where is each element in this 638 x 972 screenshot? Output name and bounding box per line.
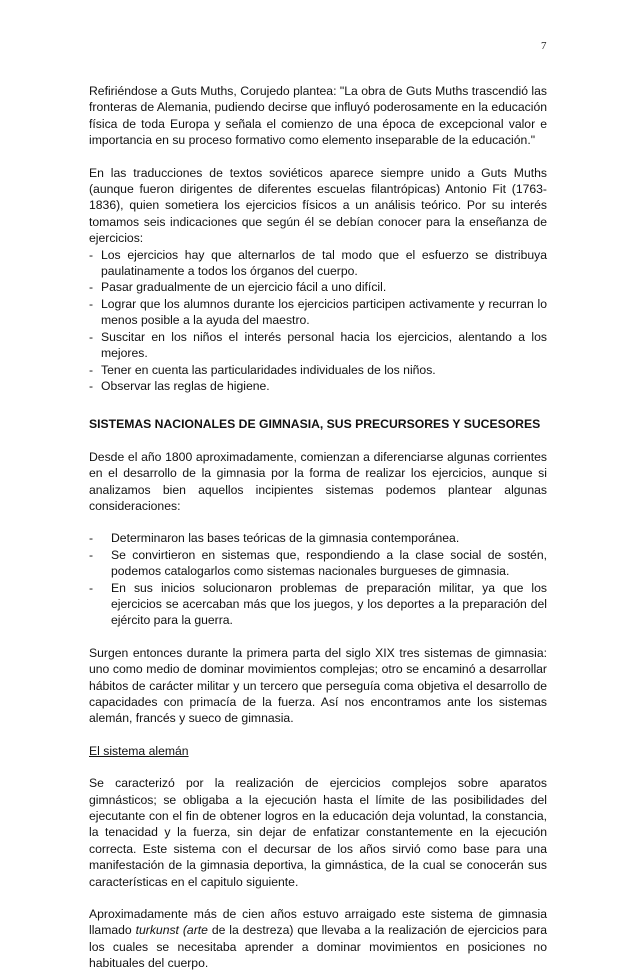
paragraph-corujedo-quote: Refiriéndose a Guts Muths, Corujedo plantea: "La obra de Guts Muths trascendió las fronteras de Alemania, pudiendo decirse que influyó poderosamente en la educación física de toda Europa y señala el comienzo de una época de excepcional valor e importancia en su proceso formativo como elemento inseparable de la educación." bbox=[89, 84, 547, 148]
list-item: - En sus inicios solucionaron problemas de preparación militar, ya que los ejercicios se acercaban más que los juegos, y los deportes a la preparación del ejército para la guerra. bbox=[89, 580, 547, 629]
paragraph-tres-sistemas: Surgen entonces durante la primera parta del siglo XIX tres sistemas de gimnasia: uno como medio de dominar movimientos complejas; otro se encaminó a desarrollar hábitos de carácter militar y un tercero que perseguía coma objetiva el desarrollo de capacidades con primacía de la fuerza. Así nos encontramos ante los sistemas alemán, francés y sueco de gimnasia. bbox=[89, 645, 547, 726]
text-run: Aproximadamente más de cien años estuvo arraigado este sistema de gimnasia llamado bbox=[89, 907, 547, 938]
list-item: - Pasar gradualmente de un ejercicio fácil a uno difícil. bbox=[89, 279, 547, 295]
paragraph-turkunst bbox=[89, 906, 547, 972]
page-number: 7 bbox=[541, 40, 547, 52]
text-run: de la destreza) que llevaba a la realización de ejercicios para los cuales se necesitaba aprender a dominar movimientos en posiciones no habituales del cuerpo. bbox=[89, 923, 547, 971]
list-item: - Determinaron las bases teóricas de la gimnasia contemporánea. bbox=[89, 530, 547, 546]
indications-list bbox=[89, 247, 547, 395]
paragraph-desde-1800: Desde el año 1800 aproximadamente, comienzan a diferenciarse algunas corrientes en el desarrollo de la gimnasia por la forma de realizar los ejercicios, aunque si analizamos bien aquellos incipientes sistemas podemos plantear algunas consideraciones: bbox=[89, 449, 547, 513]
list-item: - Los ejercicios hay que alternarlos de tal modo que el esfuerzo se distribuya paulatinamente a todos los órganos del cuerpo. bbox=[89, 247, 547, 280]
list-item: - Observar las reglas de higiene. bbox=[89, 378, 547, 394]
section-heading: SISTEMAS NACIONALES DE GIMNASIA, SUS PRECURSORES Y SUCESORES bbox=[89, 417, 541, 432]
subsection-heading: El sistema alemán bbox=[89, 743, 189, 758]
page-content bbox=[89, 83, 547, 972]
list-item: - Suscitar en los niños el interés personal hacia los ejercicios, alentando a los mejores. bbox=[89, 329, 547, 362]
list-item: - Tener en cuenta las particularidades individuales de los niños. bbox=[89, 362, 547, 378]
italic-term: turkunst (arte bbox=[135, 923, 208, 938]
considerations-list bbox=[89, 530, 547, 628]
paragraph-sistema-aleman: Se caracterizó por la realización de ejercicios complejos sobre aparatos gimnásticos; se obligaba a la ejecución hasta el límite de las posibilidades del ejecutante con el fin de obtener logros en la educación deja voluntad, la constancia, la tenacidad y la fuerza, sin dejar de enfatizar constantemente en la ejecución correcta. Este sistema con el decursar de los años sirvió como base para una manifestación de la gimnasia deportiva, la gimnástica, de la cual se conocerán sus características en el capitulo siguiente. bbox=[89, 776, 547, 889]
paragraph-antonio-fit: En las traducciones de textos soviéticos aparece siempre unido a Guts Muths (aunque fueron dirigentes de diferentes escuelas filantrópicas) Antonio Fit (1763-1836), quien sometiera los ejercicios físicos a un análisis teórico. Por su interés tomamos seis indicaciones que según él se debían conocer para la enseñanza de ejercicios: bbox=[89, 165, 547, 246]
list-item: - Lograr que los alumnos durante los ejercicios participen activamente y recurran lo menos posible a la ayuda del maestro. bbox=[89, 296, 547, 329]
list-item: - Se convirtieron en sistemas que, respondiendo a la clase social de sostén, podemos catalogarlos como sistemas nacionales burgueses de gimnasia. bbox=[89, 547, 547, 580]
